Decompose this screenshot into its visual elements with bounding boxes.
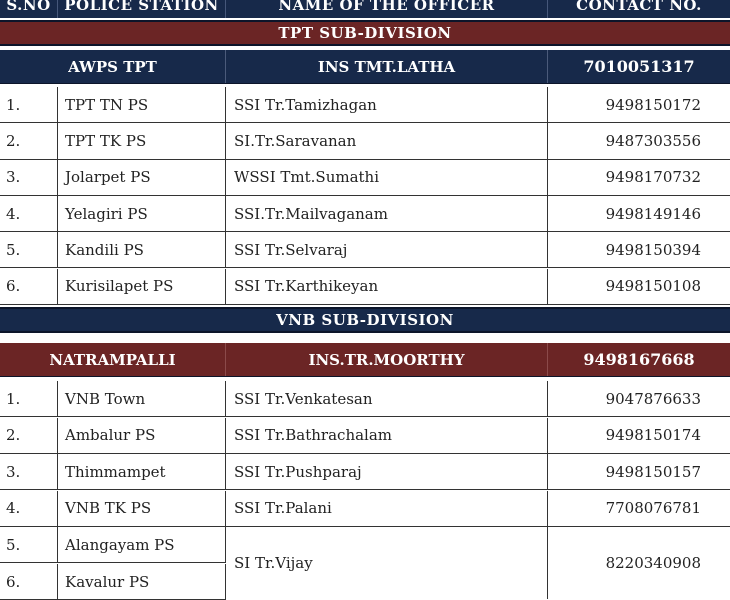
row-contact: 9498150394 [605,240,701,259]
table-row [0,87,730,123]
row-sno: 5. [0,527,58,562]
row-station: Kavalur PS [58,564,226,599]
lead-officer: INS.TR.MOORTHY [226,343,548,376]
row-station: TPT TN PS [58,87,226,122]
vnb-lead-row [0,343,730,377]
row-officer: SSI Tr.Bathrachalam [226,418,548,453]
row-contact: 9498150108 [605,277,701,296]
table-row [0,123,730,159]
col-contact-header: CONTACT NO. [576,0,702,14]
row-station: VNB TK PS [58,491,226,526]
row-sno: 2. [0,418,58,453]
table-row [0,269,730,305]
row-sno: 5. [0,232,58,267]
row-contact: 7708076781 [605,499,701,518]
row-contact: 9498150172 [605,95,701,114]
row-officer: SSI Tr.Palani [226,491,548,526]
table-row [0,232,730,268]
table-row [0,381,730,417]
col-sno-header: S.NO [0,0,58,18]
row-station: Jolarpet PS [58,160,226,195]
column-header-row [0,0,730,18]
table-row [0,418,730,454]
row-station: Yelagiri PS [58,196,226,231]
row-sno: 3. [0,160,58,195]
row-sno: 6. [0,269,58,304]
row-sno: 4. [0,491,58,526]
row-sno: 6. [0,564,58,599]
table-row [0,527,226,563]
col-station-header: POLICE STATION [58,0,226,18]
tpt-lead-row [0,50,730,84]
lead-contact: 9498167668 [583,350,695,369]
row-station: Thimmampet [58,454,226,489]
table-row [0,196,730,232]
row-officer: SSI Tr.Tamizhagan [226,87,548,122]
row-officer: SSI Tr.Selvaraj [226,232,548,267]
row-contact: 9487303556 [605,131,701,150]
lead-officer: INS TMT.LATHA [226,50,548,83]
row-officer: SSI Tr.Karthikeyan [226,269,548,304]
row-officer: SSI.Tr.Mailvaganam [226,196,548,231]
row-station: VNB Town [58,381,226,416]
vnb-subdivision-band: VNB SUB-DIVISION [0,307,730,333]
row-sno: 3. [0,454,58,489]
row-contact: 9498149146 [605,204,701,223]
row-contact: 9498150174 [605,426,701,445]
table-row [0,564,226,600]
row-sno: 1. [0,87,58,122]
row-officer: SI.Tr.Saravanan [226,123,548,158]
row-officer: WSSI Tmt.Sumathi [226,160,548,195]
row-sno: 1. [0,381,58,416]
table-row [0,160,730,196]
row-contact: 9498170732 [605,168,701,187]
row-sno: 2. [0,123,58,158]
row-station: Kandili PS [58,232,226,267]
row-station: TPT TK PS [58,123,226,158]
table-row [0,491,730,527]
row-contact: 9047876633 [605,389,701,408]
row-officer: SSI Tr.Venkatesan [226,381,548,416]
row-station: Alangayam PS [58,527,226,562]
row-sno: 4. [0,196,58,231]
lead-contact: 7010051317 [583,57,695,76]
merged-contact-cell: 8220340908 [605,554,701,572]
row-officer: SSI Tr.Pushparaj [226,454,548,489]
table-row [0,454,730,490]
row-station: Kurisilapet PS [58,269,226,304]
lead-station: AWPS TPT [0,50,226,83]
merged-officer-cell: SI Tr.Vijay [226,527,548,599]
lead-station: NATRAMPALLI [0,343,226,376]
col-officer-header: NAME OF THE OFFICER [226,0,548,18]
row-contact: 9498150157 [605,462,701,481]
tpt-subdivision-band: TPT SUB-DIVISION [0,20,730,46]
row-station: Ambalur PS [58,418,226,453]
